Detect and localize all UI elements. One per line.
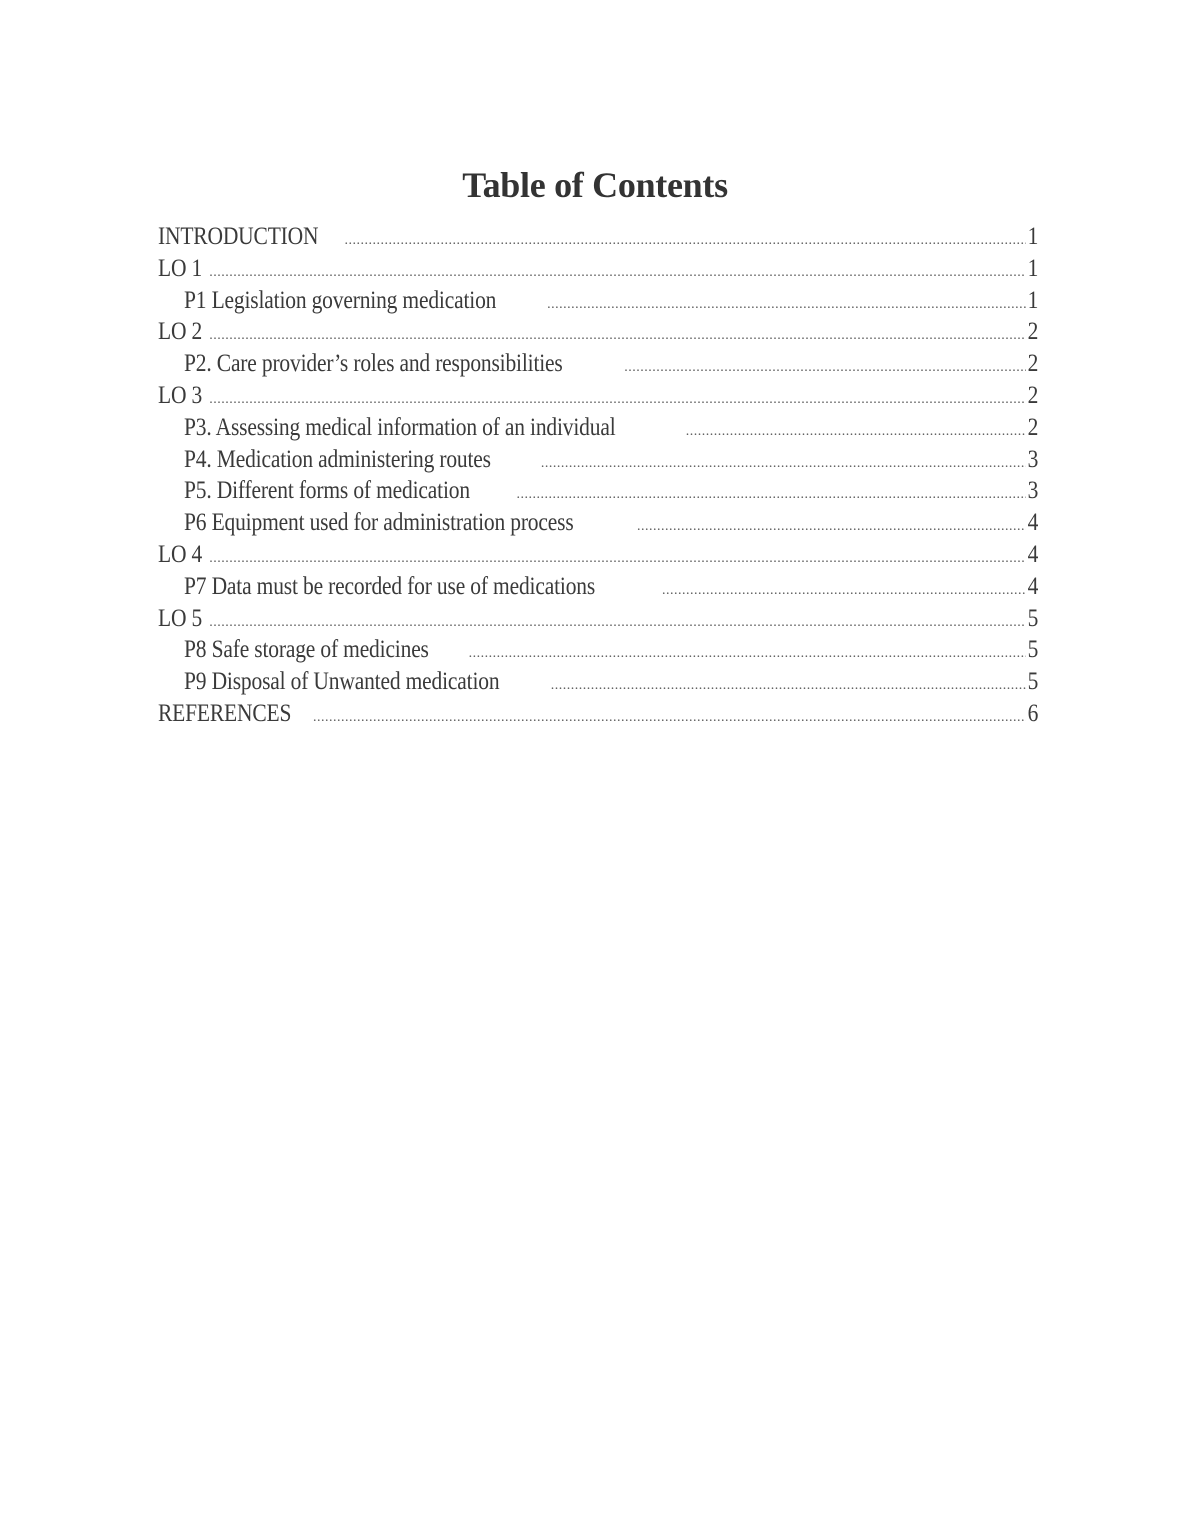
toc-dot-leader: [313, 702, 1026, 730]
toc-subentry[interactable]: [158, 285, 1038, 317]
toc-entry-label: LO 3: [158, 381, 203, 409]
toc-entry[interactable]: [158, 603, 1038, 635]
toc-entry-label: LO 2: [158, 318, 203, 346]
toc-subentry[interactable]: [158, 412, 1038, 444]
toc-entry-label: P7 Data must be recorded for use of medications: [184, 572, 596, 600]
toc-subentry[interactable]: [158, 507, 1038, 539]
toc-entry-page: 6: [1027, 699, 1038, 727]
toc-list: [158, 221, 1038, 730]
toc-entry-label: P3. Assessing medical information of an individual: [184, 413, 616, 441]
toc-entry-page: 1: [1027, 254, 1038, 282]
toc-dot-leader: [637, 511, 1026, 539]
toc-entry-page: 4: [1027, 540, 1038, 568]
toc-entry-label: P6 Equipment used for administration process: [184, 509, 574, 537]
toc-entry[interactable]: [158, 221, 1038, 253]
toc-entry-label: P4. Medication administering routes: [184, 445, 491, 473]
toc-dot-leader: [209, 543, 1026, 571]
toc-entry[interactable]: [158, 698, 1038, 730]
toc-title: Table of Contents: [462, 165, 728, 205]
toc-dot-leader: [516, 479, 1026, 507]
toc-entry-page: 5: [1027, 604, 1038, 632]
toc-entry-page: 3: [1027, 477, 1038, 505]
toc-entry[interactable]: [158, 253, 1038, 285]
toc-entry[interactable]: [158, 539, 1038, 571]
toc-entry-label: REFERENCES: [158, 699, 292, 727]
toc-entry[interactable]: [158, 380, 1038, 412]
toc-entry-label: P2. Care provider’s roles and responsibilities: [184, 350, 563, 378]
toc-dot-leader: [662, 575, 1026, 603]
toc-entry-label: INTRODUCTION: [158, 223, 319, 250]
toc-entry-page: 3: [1027, 445, 1038, 473]
toc-dot-leader: [209, 384, 1026, 412]
toc-entry-page: 2: [1027, 413, 1038, 441]
toc-subentry[interactable]: [158, 444, 1038, 476]
toc-entry-label: LO 1: [158, 254, 203, 282]
toc-entry-label: LO 4: [158, 540, 203, 568]
toc-entry-page: 1: [1027, 223, 1038, 250]
toc-entry-page: 2: [1027, 350, 1038, 378]
toc-entry-label: P5. Different forms of medication: [184, 477, 470, 505]
toc-dot-leader: [624, 352, 1026, 380]
toc-dot-leader: [209, 320, 1026, 348]
toc-entry-label: P9 Disposal of Unwanted medication: [184, 668, 500, 696]
toc-entry-page: 1: [1027, 286, 1038, 314]
toc-subentry[interactable]: [158, 475, 1038, 507]
toc-dot-leader: [686, 416, 1026, 444]
toc-subentry[interactable]: [158, 666, 1038, 698]
toc-entry-label: P8 Safe storage of medicines: [184, 636, 429, 664]
toc-subentry[interactable]: [158, 571, 1038, 603]
toc-entry-page: 4: [1027, 572, 1038, 600]
toc-dot-leader: [551, 670, 1026, 698]
toc-entry-page: 5: [1027, 636, 1038, 664]
toc-dot-leader: [547, 289, 1026, 317]
toc-dot-leader: [209, 607, 1026, 635]
toc-entry-page: 5: [1027, 668, 1038, 696]
toc-entry-label: LO 5: [158, 604, 203, 632]
toc-dot-leader: [344, 225, 1026, 253]
toc-subentry[interactable]: [158, 634, 1038, 666]
toc-subentry[interactable]: [158, 348, 1038, 380]
toc-entry-page: 2: [1027, 381, 1038, 409]
toc-dot-leader: [541, 448, 1026, 476]
toc-entry[interactable]: [158, 316, 1038, 348]
toc-entry-page: 2: [1027, 318, 1038, 346]
toc-entry-label: P1 Legislation governing medication: [184, 286, 497, 314]
toc-entry-page: 4: [1027, 509, 1038, 537]
toc-dot-leader: [469, 638, 1026, 666]
toc-dot-leader: [209, 257, 1026, 285]
